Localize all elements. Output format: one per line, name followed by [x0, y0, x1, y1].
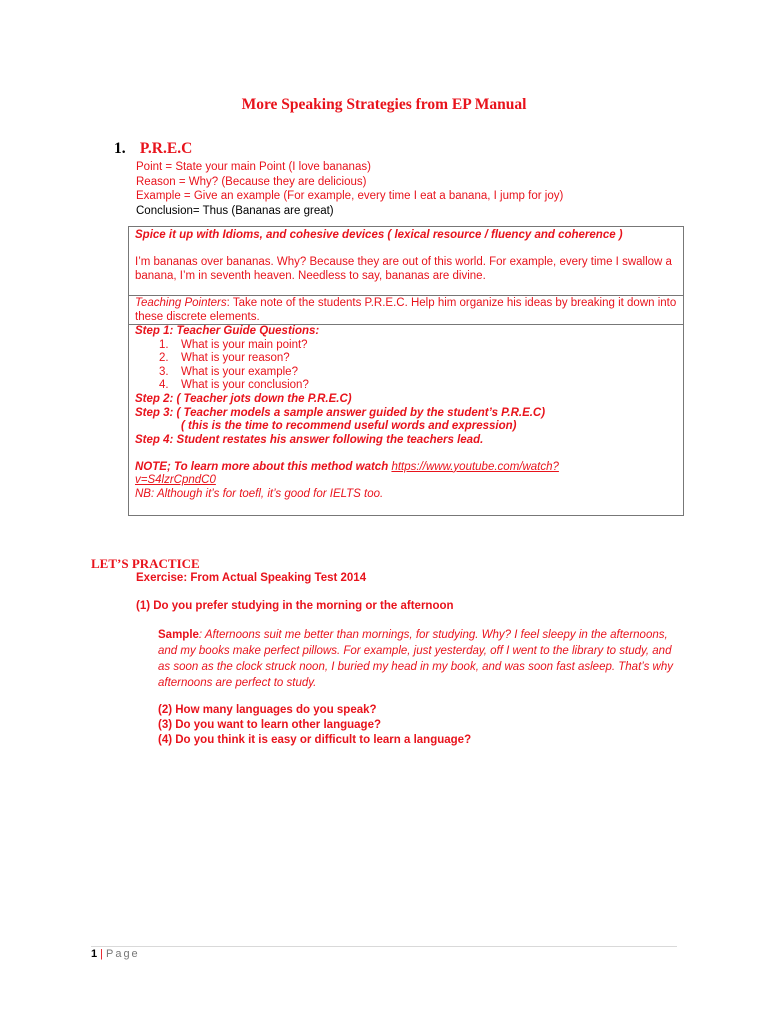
idioms-box: [128, 226, 684, 296]
page-number: 1: [91, 948, 98, 960]
more-questions: [158, 703, 471, 748]
sample-text: : Afternoons suit me better than mornings, for studying. Why? I feel sleepy in the afternoons, and my books make perfect pillows. For example, just yesterday, off I went to the library to study, and as soon as the clock struck noon, I buried my head in my book, and was soon fast asleep. That’s why afternoons are perfect to study.: [158, 629, 674, 689]
question-4: (4) Do you think it is easy or difficult to learn a language?: [158, 734, 472, 746]
list-item: 4. What is your conclusion?: [159, 379, 309, 392]
sample-answer: [158, 627, 678, 691]
nb-note: NB: Although it’s for toefl, it’s good for IELTS too.: [135, 488, 384, 501]
list-item: 3. What is your example?: [159, 365, 298, 378]
list-item: 1. What is your main point?: [159, 338, 308, 351]
step-3-note: ( this is the time to recommend useful words and expression): [181, 420, 517, 433]
prec-conclusion-line: Conclusion= Thus (Bananas are great): [136, 204, 334, 217]
section-heading: [114, 140, 192, 158]
section-number: 1.: [114, 140, 126, 157]
step-1: Step 1: Teacher Guide Questions:: [135, 325, 320, 337]
step-3: Step 3: ( Teacher models a sample answer guided by the student’s P.R.E.C): [135, 406, 546, 419]
teaching-pointers-text: : Take note of the students P.R.E.C. Help him organize his ideas by breaking it down into these discrete elements.: [135, 297, 677, 323]
step-4: Step 4: Student restates his answer following the teachers lead.: [135, 433, 484, 446]
question-3: (3) Do you want to learn other language?: [158, 719, 381, 731]
exercise-label: Exercise: From Actual Speaking Test 2014: [136, 572, 367, 584]
section-title: P.R.E.C: [139, 140, 193, 157]
footer-divider: [91, 946, 677, 947]
footer-separator: |: [100, 948, 103, 960]
steps-box: [128, 324, 684, 516]
list-item: 2. What is your reason?: [159, 352, 290, 365]
guide-questions-list: [135, 339, 677, 393]
prec-reason-line: Reason = Why? (Because they are delicious): [136, 175, 367, 188]
idioms-heading: Spice it up with Idioms, and cohesive devices ( lexical resource / fluency and coherence ): [135, 229, 623, 241]
page-word: Page: [105, 948, 140, 960]
step-2: Step 2: ( Teacher jots down the P.R.E.C): [135, 392, 352, 405]
youtube-link[interactable]: https://www.youtube.com/watch?: [391, 460, 559, 473]
question-2: (2) How many languages do you speak?: [158, 704, 377, 716]
prec-definitions: [136, 160, 563, 218]
practice-heading: LET’S PRACTICE: [91, 556, 200, 571]
question-1: (1) Do you prefer studying in the morning or the afternoon: [136, 600, 454, 612]
prec-point-line: Point = State your main Point (I love bananas): [136, 161, 371, 173]
sample-label: Sample: [158, 629, 199, 641]
idioms-example-text: I’m bananas over bananas. Why? Because they are out of this world. For example, every time I swallow a banana, I’m in seventh heaven. Needless to say, bananas are divine.: [135, 256, 672, 282]
youtube-link-continued[interactable]: v=S4lzrCpndC0: [135, 474, 216, 487]
teaching-pointers-label: Teaching Pointers: [135, 297, 227, 309]
method-note: NOTE; To learn more about this method watch https://www.youtube.com/watch?: [135, 460, 559, 473]
document-title: More Speaking Strategies from EP Manual: [241, 96, 527, 113]
prec-example-line: Example = Give an example (For example, every time I eat a banana, I jump for joy): [136, 190, 564, 202]
teaching-pointers-box: [128, 295, 684, 325]
page-footer: [91, 948, 140, 960]
